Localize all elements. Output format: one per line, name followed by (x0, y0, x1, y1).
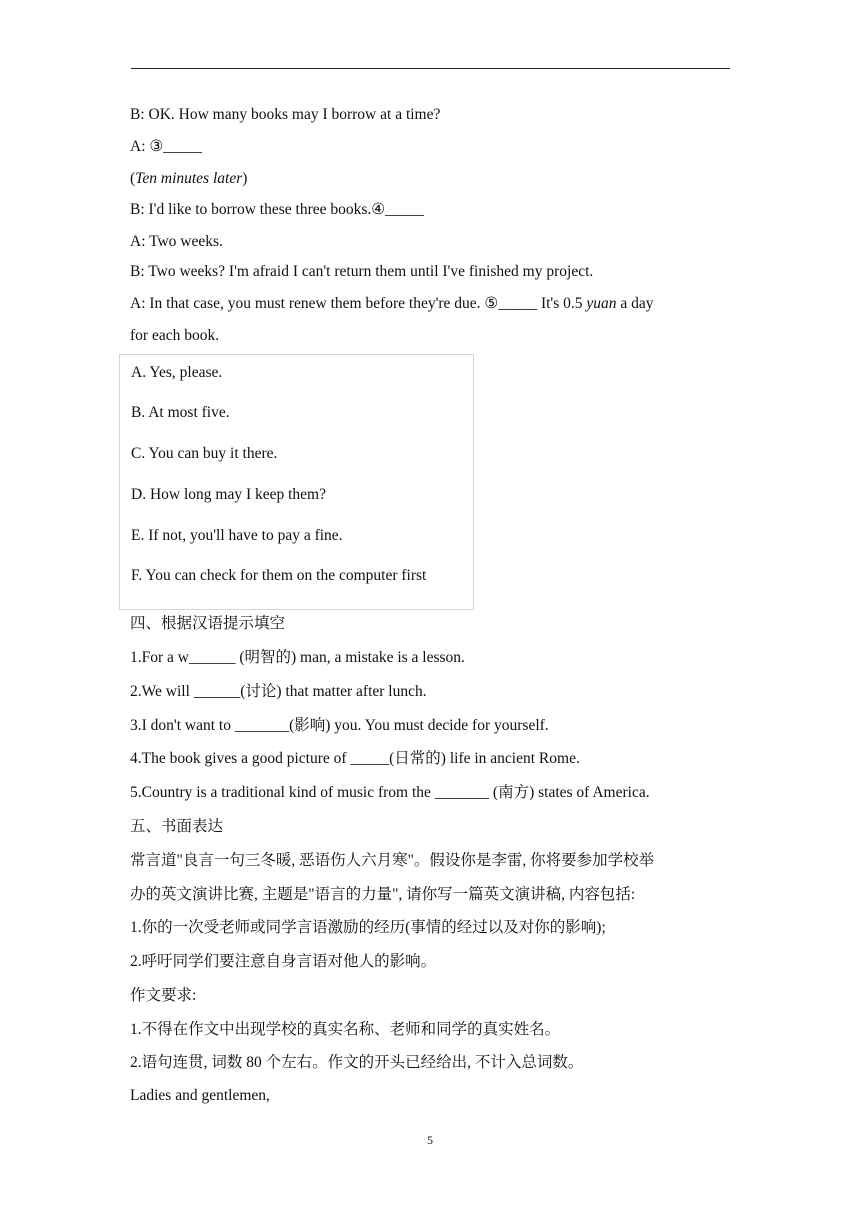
options-box (119, 354, 474, 610)
stage-text: Ten minutes later (135, 170, 243, 187)
dialogue-line-a5-cont: for each book. (130, 327, 220, 344)
a5-post: a day (616, 295, 654, 312)
a5-pre: A: In that case, you must renew them before they're due. ⑤_____ It's 0.5 (130, 295, 587, 312)
dialogue-line-a4: A: Two weeks. (130, 233, 223, 250)
dialogue-line-a5 (130, 294, 654, 314)
section4-heading: 四、根据汉语提示填空 (130, 615, 286, 632)
section4-item-1: 1.For a w______ (明智的) man, a mistake is a lesson. (130, 649, 465, 666)
dialogue-line-b1: B: OK. How many books may I borrow at a time? (130, 106, 441, 123)
section5-line-1: 常言道"良言一句三冬暖, 恶语伤人六月寒"。假设你是李雷, 你将要参加学校举 (130, 852, 655, 869)
section5-heading: 五、书面表达 (130, 818, 224, 835)
option-d: D. How long may I keep them? (131, 486, 326, 503)
dialogue-line-a3: A: ③_____ (130, 138, 203, 155)
option-f: F. You can check for them on the computer first (131, 567, 427, 584)
a5-italic: yuan (586, 295, 617, 312)
option-c: C. You can buy it there. (131, 445, 278, 462)
section5-line-3: 1.你的一次受老师或同学言语激励的经历(事情的经过以及对你的影响); (130, 919, 606, 936)
section4-item-4: 4.The book gives a good picture of _____(日常的) life in ancient Rome. (130, 750, 580, 767)
section4-item-5: 5.Country is a traditional kind of music from the _______ (南方) states of America. (130, 784, 650, 801)
stage-close: ) (242, 170, 248, 187)
section5-line-8: Ladies and gentlemen, (130, 1087, 270, 1104)
section4-item-2: 2.We will ______(讨论) that matter after lunch. (130, 683, 427, 700)
section4-item-3: 3.I don't want to _______(影响) you. You must decide for yourself. (130, 717, 549, 734)
section5-line-7: 2.语句连贯, 词数 80 个左右。作文的开头已经给出, 不计入总词数。 (130, 1054, 584, 1071)
dialogue-line-b3: B: Two weeks? I'm afraid I can't return them until I've finished my project. (130, 263, 594, 280)
option-a: A. Yes, please. (131, 364, 223, 381)
dialogue-line-b2: B: I'd like to borrow these three books.④_____ (130, 201, 424, 218)
stage-direction (130, 169, 247, 189)
stage-open: ( (130, 170, 136, 187)
section5-line-6: 1.不得在作文中出现学校的真实名称、老师和同学的真实姓名。 (130, 1021, 561, 1038)
section5-line-2: 办的英文演讲比赛, 主题是"语言的力量", 请你写一篇英文演讲稿, 内容包括: (130, 886, 636, 903)
page-number: 5 (427, 1133, 433, 1147)
header-rule (131, 68, 730, 69)
option-e: E. If not, you'll have to pay a fine. (131, 527, 343, 544)
section5-line-4: 2.呼吁同学们要注意自身言语对他人的影响。 (130, 953, 437, 970)
section5-line-5: 作文要求: (130, 987, 197, 1004)
option-b: B. At most five. (131, 404, 230, 421)
